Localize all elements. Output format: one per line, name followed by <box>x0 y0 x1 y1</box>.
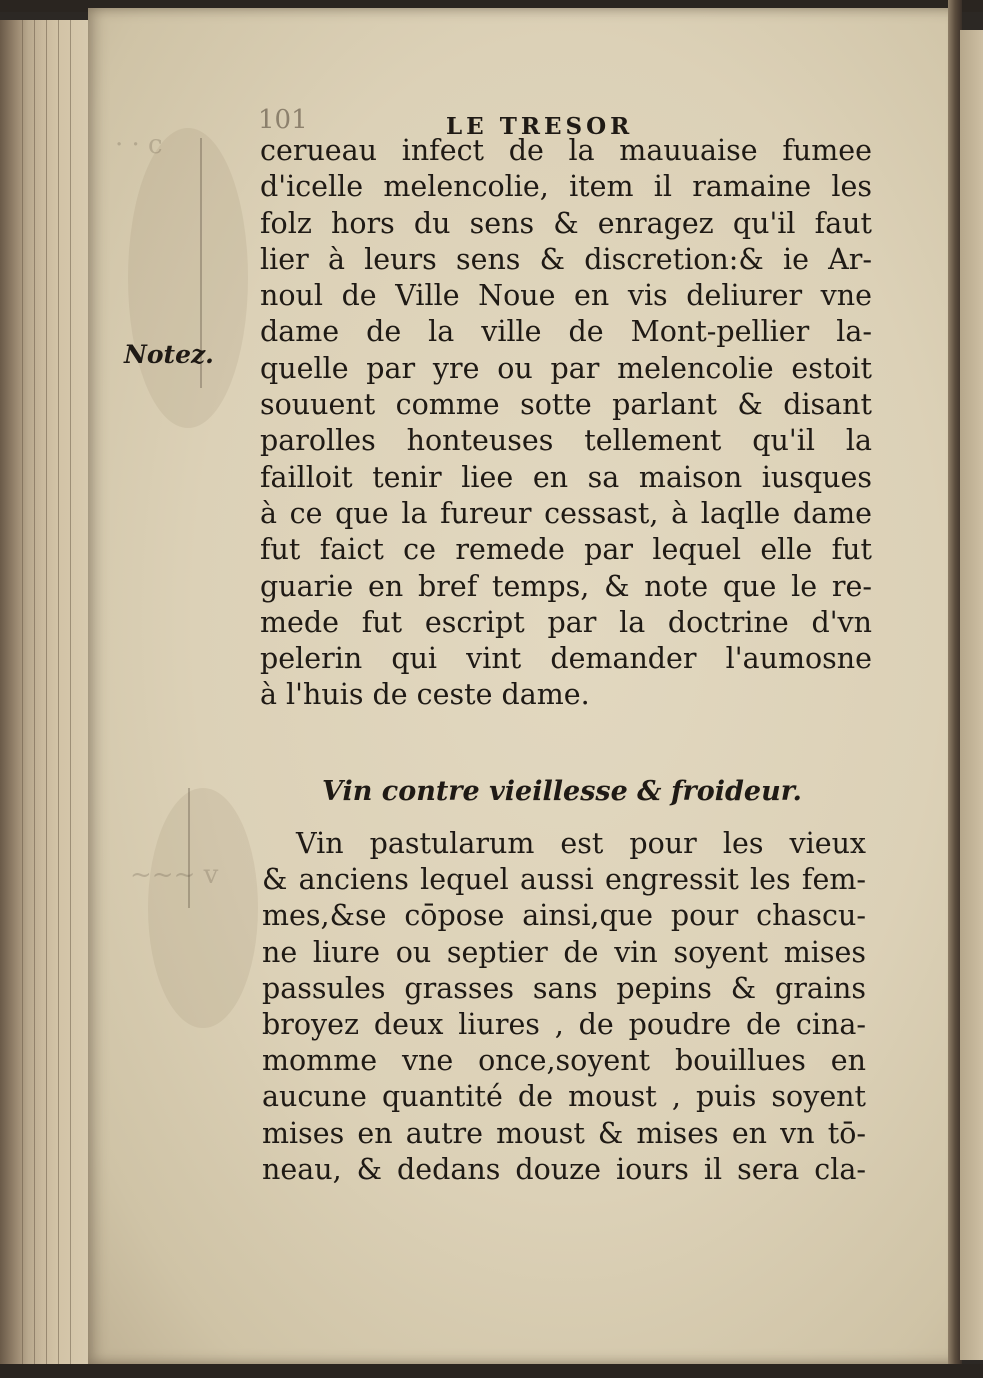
text-line: fut faict ce remede par lequel elle fut <box>260 533 872 567</box>
text-line: neau, & dedans douze iours il sera cla- <box>262 1152 866 1186</box>
book-page-edges <box>0 20 95 1365</box>
text-line: momme vne once,soyent bouillues en <box>262 1044 866 1078</box>
text-line: Vin pastularum est pour les vieux <box>296 827 866 860</box>
page-edge-line <box>46 20 47 1365</box>
page-number: 101 <box>258 105 308 135</box>
page-edge-line <box>70 20 71 1365</box>
text-line: broyez deux liures , de poudre de cina- <box>262 1007 866 1041</box>
section-heading: Vin contre vieillesse & froideur. <box>322 776 802 807</box>
text-line: guarie en bref temps, & note que le re- <box>260 569 872 603</box>
text-line: pelerin qui vint demander l'aumosne <box>260 642 872 676</box>
scan-bottom-border <box>0 1364 983 1378</box>
text-line: noul de Ville Noue en vis deliurer vne <box>260 279 872 313</box>
text-line: à ce que la fureur cessast, à laqlle dame <box>260 496 872 530</box>
margin-ruling <box>188 788 190 908</box>
running-head: LE TRESOR <box>446 113 634 140</box>
paragraph-1 <box>260 133 872 714</box>
text-line: & anciens lequel aussi engressit les fem- <box>262 863 866 897</box>
text-line: d'icelle melencolie, item il ramaine les <box>260 170 872 204</box>
text-line: mede fut escript par la doctrine d'vn <box>260 605 872 639</box>
page-edge-line <box>58 20 59 1365</box>
text-line: dame de la ville de Mont-pellier la- <box>260 315 872 349</box>
text-line: aucune quantité de moust , puis soyent <box>262 1080 866 1114</box>
marginal-note: Notez. <box>124 340 214 369</box>
show-through-text: · · c <box>115 130 163 160</box>
text-line: mises en autre moust & mises en vn tō- <box>262 1116 866 1150</box>
text-line: lier à leurs sens & discretion:& ie Ar- <box>260 242 872 276</box>
text-line: parolles honteuses tellement qu'il la <box>260 424 872 458</box>
page-edge-line <box>34 20 35 1365</box>
text-line: souuent comme sotte parlant & disant <box>260 388 872 422</box>
text-line: ne liure ou septier de vin soyent mises <box>262 935 866 969</box>
text-line: cerueau infect de la mauuaise fumee <box>260 134 872 167</box>
text-line: failloit tenir liee en sa maison iusques <box>260 460 872 494</box>
paper-stain <box>128 128 248 428</box>
show-through-text: ~~~ v <box>130 860 219 890</box>
text-line: à l'huis de ceste dame. <box>260 678 590 712</box>
paragraph-2 <box>262 826 866 1188</box>
text-line: quelle par yre ou par melencolie estoit <box>260 351 872 385</box>
text-line: folz hors du sens & enragez qu'il faut <box>260 206 872 240</box>
paper-stain <box>148 788 258 1028</box>
page-edge-line <box>22 20 23 1365</box>
text-line: mes,&se cōpose ainsi,que pour chascu- <box>262 899 866 933</box>
facing-page-edge <box>960 30 983 1360</box>
text-line: passules grasses sans pepins & grains <box>262 971 866 1005</box>
